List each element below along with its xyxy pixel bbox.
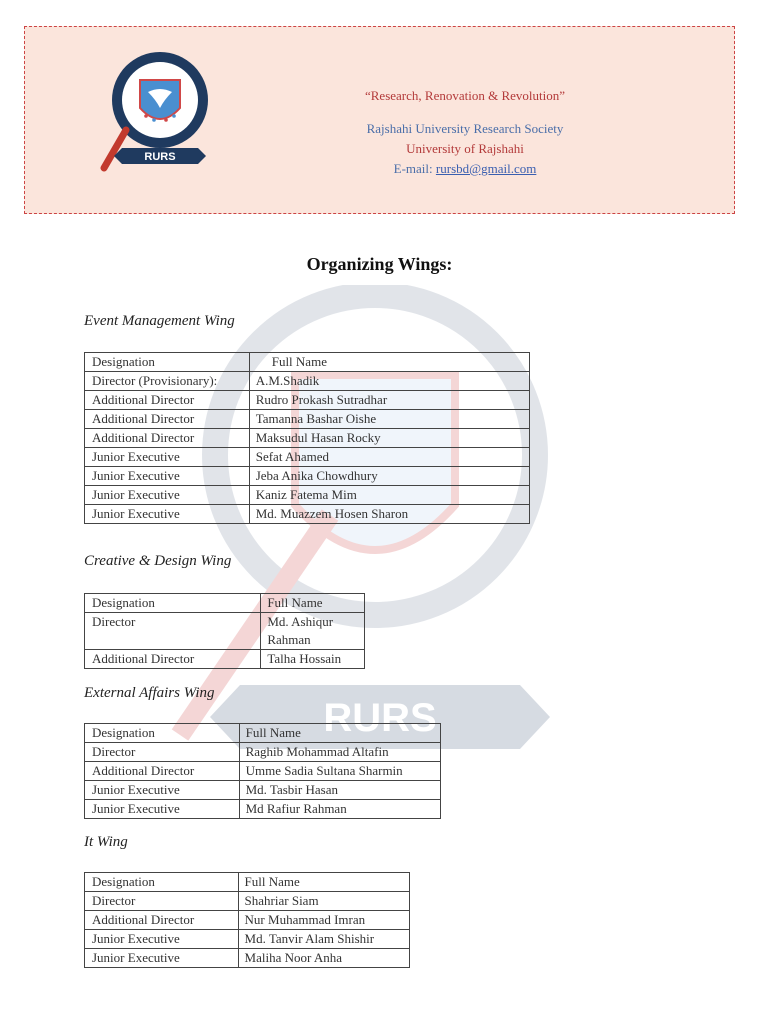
- university-name: University of Rajshahi: [406, 141, 524, 156]
- designation-cell: Additional Director: [85, 911, 239, 930]
- name-cell: Jeba Anika Chowdhury: [249, 467, 529, 486]
- table-row: [85, 949, 410, 968]
- wing-title-creative-design: Creative & Design Wing: [84, 553, 232, 569]
- name-cell: Kaniz Fatema Mim: [249, 486, 529, 505]
- table-row: [85, 486, 530, 505]
- motto: “Research, Renovation & Revolution”: [364, 88, 565, 103]
- designation-cell: Additional Director: [85, 650, 261, 669]
- table-header-row: [85, 594, 365, 613]
- designation-cell: Additional Director: [85, 410, 250, 429]
- table-row: [85, 930, 410, 949]
- designation-cell: Junior Executive: [85, 949, 239, 968]
- name-cell: Maliha Noor Anha: [238, 949, 409, 968]
- table-row: [85, 892, 410, 911]
- name-cell: Sefat Ahamed: [249, 448, 529, 467]
- name-cell: Md. Ashiqur Rahman: [261, 613, 365, 650]
- wing-title-it: It Wing: [84, 834, 128, 850]
- table-row: [85, 429, 530, 448]
- table-row: [85, 467, 530, 486]
- table-row: [85, 448, 530, 467]
- event-management-table: [84, 352, 530, 524]
- header-designation: Designation: [85, 873, 239, 892]
- name-cell: Tamanna Bashar Oishe: [249, 410, 529, 429]
- email-label: E-mail:: [393, 161, 436, 176]
- table-row: [85, 800, 441, 819]
- header-full-name: Full Name: [238, 873, 409, 892]
- designation-cell: Additional Director: [85, 762, 240, 781]
- table-row: [85, 762, 441, 781]
- name-cell: Umme Sadia Sultana Sharmin: [239, 762, 440, 781]
- email-link[interactable]: rursbd@gmail.com: [435, 161, 537, 176]
- name-cell: Raghib Mohammad Altafin: [239, 743, 440, 762]
- header-full-name: Full Name: [249, 353, 529, 372]
- table-row: [85, 650, 365, 669]
- designation-cell: Director: [85, 613, 261, 650]
- table-row: [85, 372, 530, 391]
- designation-cell: Additional Director: [85, 391, 250, 410]
- designation-cell: Junior Executive: [85, 781, 240, 800]
- designation-cell: Director: [85, 892, 239, 911]
- designation-cell: Junior Executive: [85, 467, 250, 486]
- header-full-name: Full Name: [261, 594, 365, 613]
- name-cell: Md. Tasbir Hasan: [239, 781, 440, 800]
- name-cell: Md Rafiur Rahman: [239, 800, 440, 819]
- designation-cell: Junior Executive: [85, 486, 250, 505]
- wing-title-event-management: Event Management Wing: [84, 313, 235, 329]
- name-cell: Nur Muhammad Imran: [238, 911, 409, 930]
- designation-cell: Director: [85, 743, 240, 762]
- name-cell: Md. Muazzem Hosen Sharon: [249, 505, 529, 524]
- name-cell: A.M.Shadik: [249, 372, 529, 391]
- table-row: [85, 613, 365, 650]
- creative-design-table: [84, 593, 365, 669]
- header-full-name: Full Name: [239, 724, 440, 743]
- table-header-row: [85, 353, 530, 372]
- society-name: Rajshahi University Research Society: [366, 121, 564, 136]
- it-wing-table: [84, 872, 410, 968]
- header-designation: Designation: [85, 353, 250, 372]
- designation-cell: Junior Executive: [85, 448, 250, 467]
- name-cell: Talha Hossain: [261, 650, 365, 669]
- external-affairs-table: [84, 723, 441, 819]
- designation-cell: Junior Executive: [85, 505, 250, 524]
- wing-title-external-affairs: External Affairs Wing: [84, 685, 215, 701]
- header-designation: Designation: [85, 594, 261, 613]
- name-cell: Shahriar Siam: [238, 892, 409, 911]
- designation-cell: Additional Director: [85, 429, 250, 448]
- table-header-row: [85, 724, 441, 743]
- table-row: [85, 911, 410, 930]
- table-row: [85, 743, 441, 762]
- designation-cell: Junior Executive: [85, 800, 240, 819]
- logo-text: RURS: [144, 151, 176, 163]
- table-row: [85, 410, 530, 429]
- table-row: [85, 391, 530, 410]
- name-cell: Md. Tanvir Alam Shishir: [238, 930, 409, 949]
- designation-cell: Director (Provisionary):: [85, 372, 250, 391]
- designation-cell: Junior Executive: [85, 930, 239, 949]
- rurs-logo: [98, 50, 218, 180]
- header-designation: Designation: [85, 724, 240, 743]
- email-line: [300, 161, 630, 177]
- table-row: [85, 781, 441, 800]
- page-title: Organizing Wings:: [306, 254, 453, 274]
- table-header-row: [85, 873, 410, 892]
- watermark-text: RURS: [323, 696, 437, 740]
- table-row: [85, 505, 530, 524]
- name-cell: Maksudul Hasan Rocky: [249, 429, 529, 448]
- name-cell: Rudro Prokash Sutradhar: [249, 391, 529, 410]
